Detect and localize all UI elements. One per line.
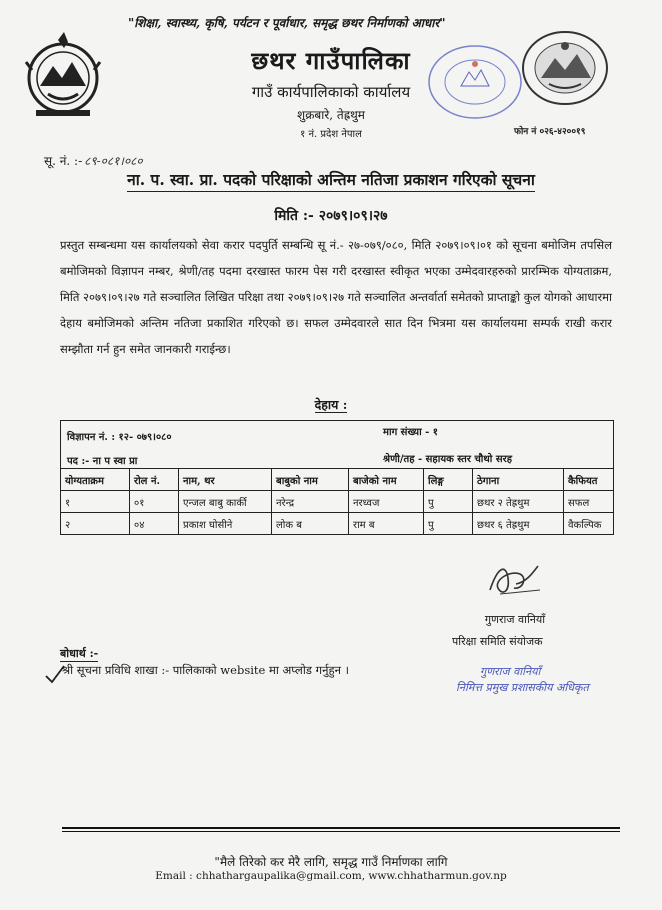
table-cell: २ bbox=[61, 513, 130, 535]
footer-divider bbox=[62, 827, 620, 829]
office-name: गाउँ कार्यपालिकाको कार्यालय bbox=[251, 83, 411, 101]
footer-divider-thin bbox=[62, 831, 620, 832]
header-slogan: "शिक्षा, स्वास्थ्य, कृषि, पर्यटन र पूर्वाधार, समृद्ध छथर निर्माणको आधार" bbox=[128, 16, 446, 30]
table-cell: राम ब bbox=[349, 513, 424, 535]
province: १ नं. प्रदेश नेपाल bbox=[300, 129, 362, 140]
stamp-officer-name: गुणराज वानियाँ bbox=[480, 665, 541, 678]
table-header: बाबुको नाम bbox=[272, 469, 349, 491]
subject-text: ना. प. स्वा. प्रा. पदको परिक्षाको अन्तिम नतिजा प्रकाशन गरिएको सूचना bbox=[127, 170, 535, 192]
office-stamp bbox=[425, 42, 525, 122]
footer-contact: Email : chhathargaupalika@gmail.com, www.chhatharmun.gov.np bbox=[155, 870, 507, 882]
footer-slogan: "मैले तिरेको कर मेरै लागि, समृद्ध गाउँ निर्माणका लागि bbox=[214, 855, 448, 869]
table-cell: पु bbox=[424, 513, 473, 535]
level-class: श्रेणी/तह - सहायक स्तर चौथो सरह bbox=[383, 454, 513, 465]
table-cell: सफल bbox=[564, 491, 614, 513]
org-title: छथर गाउँपालिका bbox=[251, 46, 411, 75]
table-row bbox=[61, 513, 614, 535]
table-header: नाम, थर bbox=[179, 469, 272, 491]
table-header: योग्यताक्रम bbox=[61, 469, 130, 491]
table-cell: ०४ bbox=[130, 513, 179, 535]
reference-value: ८९-०८१।०८० bbox=[84, 154, 143, 168]
table-cell: छथर ६ तेह्रथुम bbox=[473, 513, 564, 535]
stamp-officer-title: निमित्त प्रमुख प्रशासकीय अधिकृत bbox=[456, 681, 589, 694]
vigyapan-number: विज्ञापन नं. : १२- ०७९।०८० bbox=[67, 432, 172, 443]
table-header: बाजेको नाम bbox=[349, 469, 424, 491]
table-cell: १ bbox=[61, 491, 130, 513]
notice-body: प्रस्तुत सम्बन्धमा यस कार्यालयको सेवा करार पदपुर्ति सम्बन्धि सू नं.- २७-०७९/०८०, मिति २०७९।०९।०१ को सूचना बमोजिम तपसिल बमोजिमको विज्ञापन नम्बर, श्रेणी/तह पदमा दरखास्त फारम पेस गरी दरखास्त स्वीकृत भएका उम्मेदवारहरुको प्रारम्भिक योग्यताक्रम, मिति २०७९।०९।२७ गते सञ्चालित लिखित परिक्षा तथा २०७९।०९।२७ गते सञ्चालित अन्तर्वार्ता समेतको प्राप्ताङ्को कुल योगको आधारमा देहाय बमोजिमको अन्तिम नतिजा प्रकाशित गरिएको छ। सफल उम्मेदवारले सात दिन भित्रमा यस कार्यालयमा सम्पर्क राखी करार सम्झौता गर्न हुन समेत जानकारी गराईन्छ। bbox=[60, 238, 612, 356]
bodharth-item: श्री सूचना प्रविधि शाखा :- पालिकाको website मा अप्लोड गर्नुहुन । bbox=[62, 663, 349, 677]
table-cell: ०१ bbox=[130, 491, 179, 513]
table-header: रोल नं. bbox=[130, 469, 179, 491]
table-cell: पु bbox=[424, 491, 473, 513]
results-table bbox=[60, 468, 614, 535]
table-row bbox=[61, 491, 614, 513]
office-address: शुक्रबारे, तेह्रथुम bbox=[297, 108, 365, 122]
reference-label: सू. नं. :- bbox=[44, 154, 83, 168]
table-cell: नरध्वज bbox=[349, 491, 424, 513]
handwritten-signature bbox=[480, 560, 550, 600]
notice-date: मिति :- २०७९।०९।२७ bbox=[274, 208, 388, 224]
signatory-name: गुणराज वानियाँ bbox=[484, 613, 546, 626]
dehay-heading bbox=[0, 396, 662, 413]
phone-number: फोन नं ०२६-४२००१९ bbox=[514, 127, 586, 137]
table-cell: प्रकाश घोसीने bbox=[179, 513, 272, 535]
demand-count: माग संख्या - १ bbox=[383, 427, 438, 438]
table-cell: छथर २ तेह्रथुम bbox=[473, 491, 564, 513]
notice-subject bbox=[0, 168, 662, 190]
table-cell: लोक ब bbox=[272, 513, 349, 535]
post-name: पद :- ना प स्वा प्रा bbox=[67, 456, 138, 467]
signatory-title: परिक्षा समिति संयोजक bbox=[452, 635, 543, 648]
table-cell: एन्जल बाबु कार्की bbox=[179, 491, 272, 513]
reference-number bbox=[44, 152, 143, 169]
municipality-logo bbox=[519, 28, 611, 108]
table-header: लिङ्ग bbox=[424, 469, 473, 491]
table-cell: नरेन्द्र bbox=[272, 491, 349, 513]
vacancy-info-box bbox=[60, 420, 614, 469]
dehay-label: देहाय : bbox=[314, 397, 348, 412]
table-cell: वैकल्पिक bbox=[564, 513, 614, 535]
bodharth-label: बोधार्थ :- bbox=[60, 647, 99, 660]
table-header: कैफियत bbox=[564, 469, 614, 491]
table-header: ठेगाना bbox=[473, 469, 564, 491]
table-header-row bbox=[61, 469, 614, 491]
